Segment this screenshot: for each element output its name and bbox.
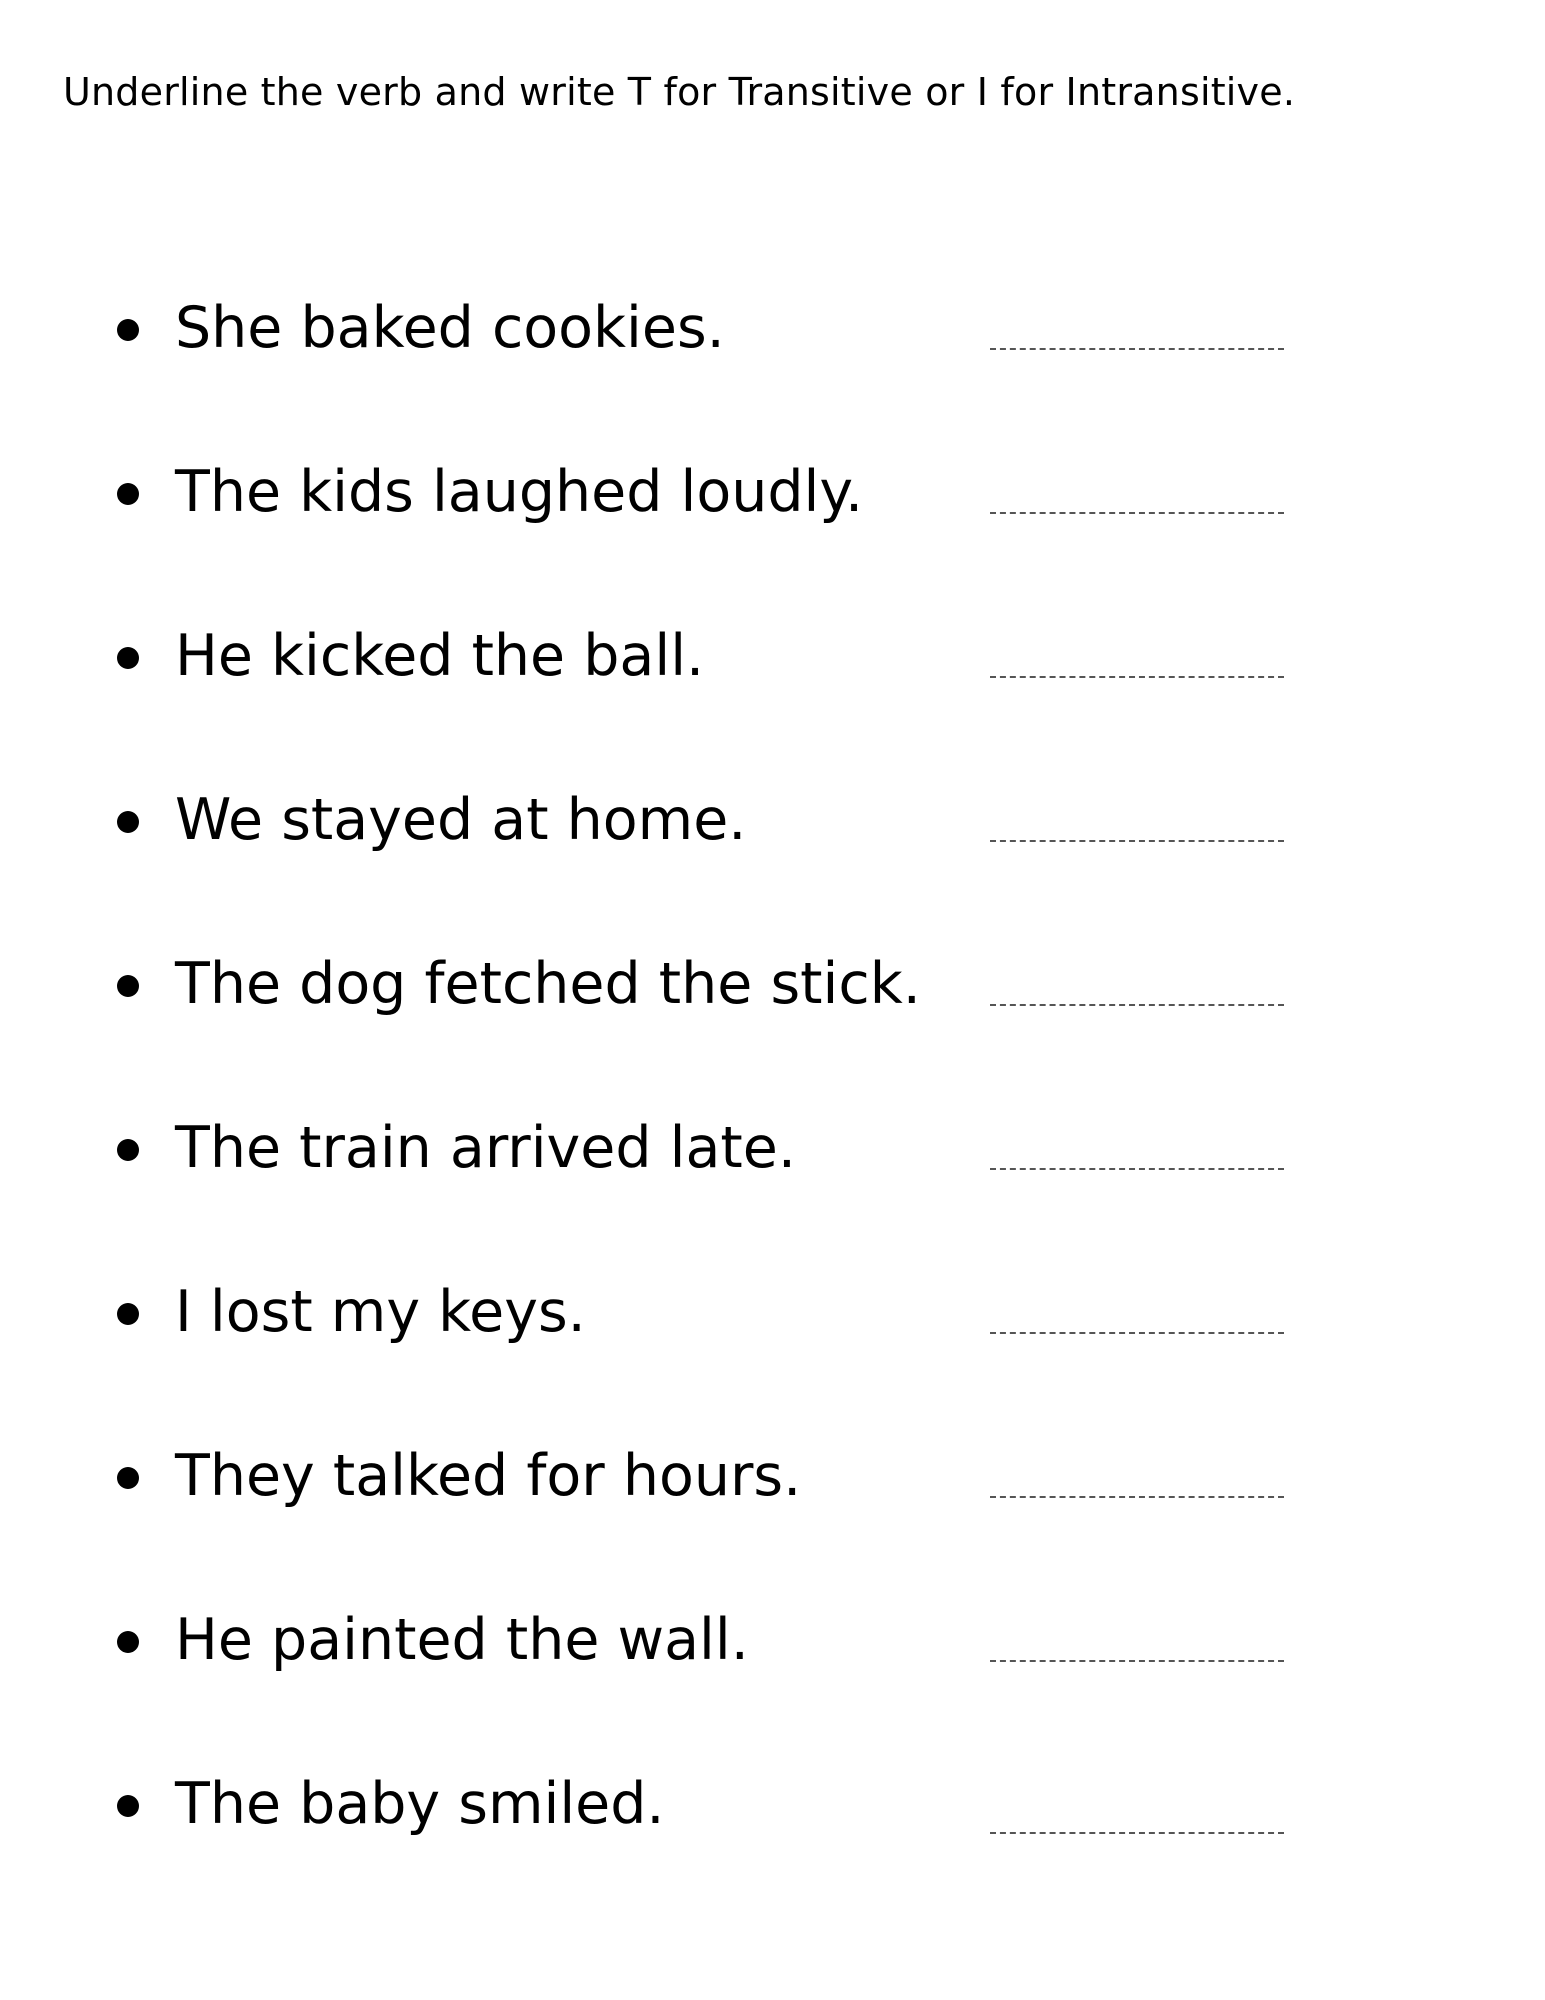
list-item bbox=[0, 780, 1545, 860]
bullet-icon bbox=[117, 647, 139, 669]
bullet-icon bbox=[117, 1467, 139, 1489]
sentence-text: He kicked the ball. bbox=[175, 623, 705, 689]
sentence-text: The kids laughed loudly. bbox=[175, 459, 864, 525]
sentence-text: The dog fetched the stick. bbox=[175, 951, 921, 1017]
bullet-icon bbox=[117, 1303, 139, 1325]
sentence-text: He painted the wall. bbox=[175, 1607, 749, 1673]
list-item bbox=[0, 1108, 1545, 1188]
bullet-icon bbox=[117, 1631, 139, 1653]
bullet-icon bbox=[117, 1795, 139, 1817]
answer-blank[interactable] bbox=[990, 676, 1284, 678]
list-item bbox=[0, 944, 1545, 1024]
sentence-text: They talked for hours. bbox=[175, 1443, 802, 1509]
list-item bbox=[0, 1764, 1545, 1844]
sentence-text: The train arrived late. bbox=[175, 1115, 796, 1181]
list-item bbox=[0, 288, 1545, 368]
answer-blank[interactable] bbox=[990, 1660, 1284, 1662]
list-item bbox=[0, 616, 1545, 696]
sentence-text: I lost my keys. bbox=[175, 1279, 586, 1345]
answer-blank[interactable] bbox=[990, 1496, 1284, 1498]
list-item bbox=[0, 1272, 1545, 1352]
answer-blank[interactable] bbox=[990, 1168, 1284, 1170]
answer-blank[interactable] bbox=[990, 840, 1284, 842]
list-item bbox=[0, 1600, 1545, 1680]
list-item bbox=[0, 1436, 1545, 1516]
bullet-icon bbox=[117, 319, 139, 341]
bullet-icon bbox=[117, 975, 139, 997]
answer-blank[interactable] bbox=[990, 1332, 1284, 1334]
list-item bbox=[0, 452, 1545, 532]
instruction-text: Underline the verb and write T for Transitive or I for Intransitive. bbox=[63, 70, 1296, 114]
answer-blank[interactable] bbox=[990, 1832, 1284, 1834]
bullet-icon bbox=[117, 811, 139, 833]
sentence-text: The baby smiled. bbox=[175, 1771, 665, 1837]
answer-blank[interactable] bbox=[990, 512, 1284, 514]
sentence-text: She baked cookies. bbox=[175, 295, 725, 361]
bullet-icon bbox=[117, 1139, 139, 1161]
bullet-icon bbox=[117, 483, 139, 505]
sentence-text: We stayed at home. bbox=[175, 787, 747, 853]
answer-blank[interactable] bbox=[990, 1004, 1284, 1006]
answer-blank[interactable] bbox=[990, 348, 1284, 350]
